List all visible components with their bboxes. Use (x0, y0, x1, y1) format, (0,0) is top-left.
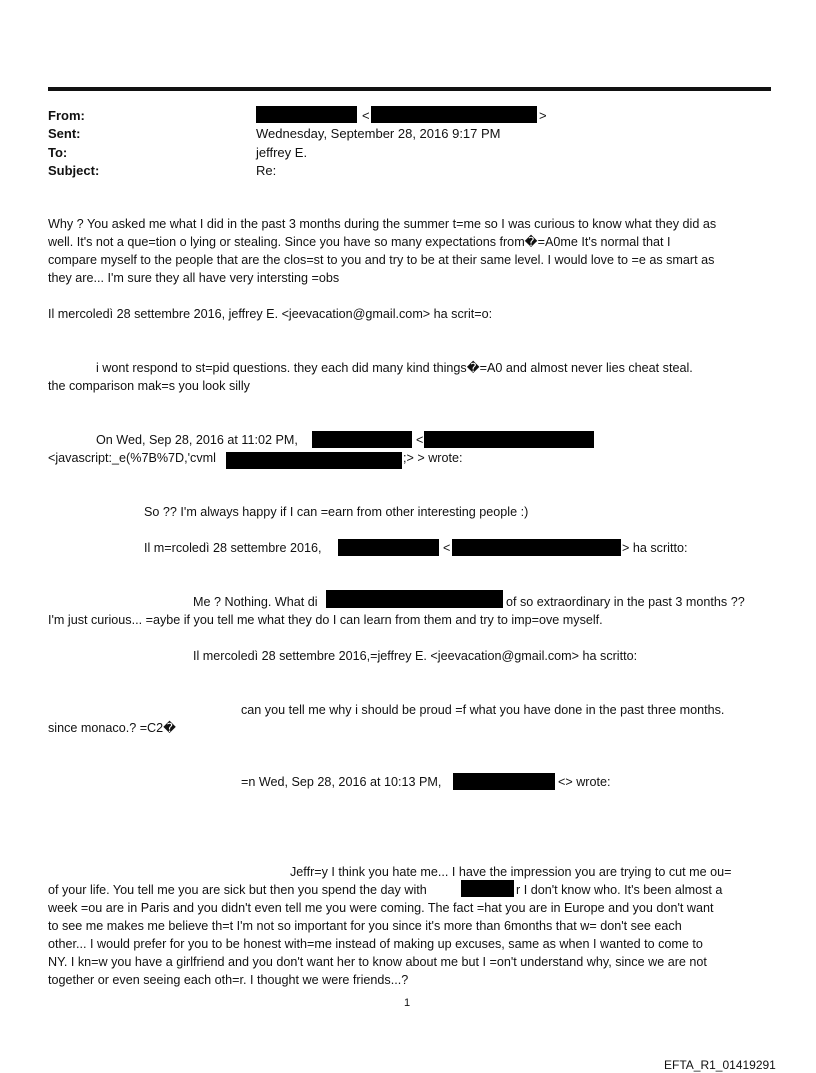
quoted-line-6d: week =ou are in Paris and you didn't even tell me you were coming. The fact =hat you are in Europe and you don't want (48, 901, 714, 915)
quote-header-3-lt: < (443, 541, 451, 555)
reply-line-3: compare myself to the people that are the clos=st to you and try to be at their same level. I would love to =e as smart as (48, 253, 715, 267)
quote-header-2-lt: < (416, 433, 424, 447)
quote-header-5: =n Wed, Sep 28, 2016 at 10:13 PM, (241, 775, 442, 789)
quoted-line-6e: to see me makes me believe th=t I'm not so important for you since it's more than 6months that w= don't see each (48, 919, 682, 933)
reply-line-1: Why ? You asked me what I did in the past 3 months during the summer t=me so I was curious to know what they did as (48, 217, 717, 231)
quoted-line-2: the comparison mak=s you look silly (48, 379, 250, 393)
redaction-q3-name (338, 539, 439, 556)
quote-header-1: Il mercoledì 28 settembre 2016, jeffrey E. <jeevacation@gmail.com> ha scrit=o: (48, 307, 493, 321)
header-rule (48, 87, 771, 91)
to-label: To: (48, 145, 68, 160)
quote-header-3: Il m=rcoledì 28 settembre 2016, (144, 541, 322, 555)
sent-label: Sent: (48, 126, 81, 141)
quoted-line-6c: r I don't know who. It's been almost a (516, 883, 723, 897)
from-lt: < (362, 108, 370, 123)
quoted-line-6g: NY. I kn=w you have a girlfriend and you don't want her to know about me but I =on't understand why, since we are not (48, 955, 707, 969)
quote-header-4: Il mercoledì 28 settembre 2016,=jeffrey E. <jeevacation@gmail.com> ha scritto: (193, 649, 638, 663)
page-number: 1 (404, 997, 411, 1009)
quoted-line-1: i wont respond to st=pid questions. they each did many kind things�=A0 and almost never lies cheat steal. (96, 361, 693, 375)
subject-label: Subject: (48, 163, 100, 178)
bates-number: EFTA_R1_01419291 (664, 1058, 776, 1072)
reply-line-4: they are... I'm sure they all have very intersting =obs (48, 271, 340, 285)
from-gt: > (539, 108, 547, 123)
redaction-q2-name (312, 431, 412, 448)
subject-value: Re: (256, 163, 277, 178)
quoted-line-5b: since monaco.? =C2� (48, 721, 177, 735)
quote-header-2-wrote: ;> > wrote: (403, 451, 463, 465)
quoted-line-6h: together or even seeing each oth=r. I thought we were friends...? (48, 973, 409, 987)
quoted-line-3: So ?? I'm always happy if I can =earn from other interesting people :) (144, 505, 529, 519)
to-value: jeffrey E. (256, 145, 308, 160)
quoted-line-5a: can you tell me why i should be proud =f what you have done in the past three months. (241, 703, 725, 717)
redaction-from-email (371, 106, 537, 123)
quoted-line-4c: I'm just curious... =aybe if you tell me what they do I can learn from them and try to imp=ove myself. (48, 613, 603, 627)
redaction-q2-email (424, 431, 594, 448)
quoted-line-6f: other... I would prefer for you to be honest with=me instead of making up excuses, same as when I wanted to come to (48, 937, 703, 951)
from-label: From: (48, 108, 85, 123)
redaction-p4 (326, 590, 503, 608)
sent-value: Wednesday, September 28, 2016 9:17 PM (256, 126, 501, 141)
quoted-line-4b: of so extraordinary in the past 3 months ?? (506, 595, 745, 609)
redaction-q5-name (453, 773, 555, 790)
redaction-q2-js (226, 452, 402, 469)
redaction-from-name (256, 106, 357, 123)
quoted-line-6b: of your life. You tell me you are sick but then you spend the day with (48, 883, 427, 897)
quoted-line-6a: Jeffr=y I think you hate me... I have the impression you are trying to cut me ou= (290, 865, 732, 879)
redaction-q3-email (452, 539, 621, 556)
quote-header-2: On Wed, Sep 28, 2016 at 11:02 PM, (96, 433, 298, 447)
quote-header-2-js: <javascript:_e(%7B%7D,'cvml (48, 451, 216, 465)
redaction-p6 (461, 880, 514, 897)
quote-header-5-end: <> wrote: (558, 775, 611, 789)
reply-line-2: well. It's not a que=tion o lying or stealing. Since you have so many expectations from�=A0me It's normal that I (48, 235, 671, 249)
quote-header-3-end: > ha scritto: (622, 541, 688, 555)
quoted-line-4a: Me ? Nothing. What di (193, 595, 318, 609)
